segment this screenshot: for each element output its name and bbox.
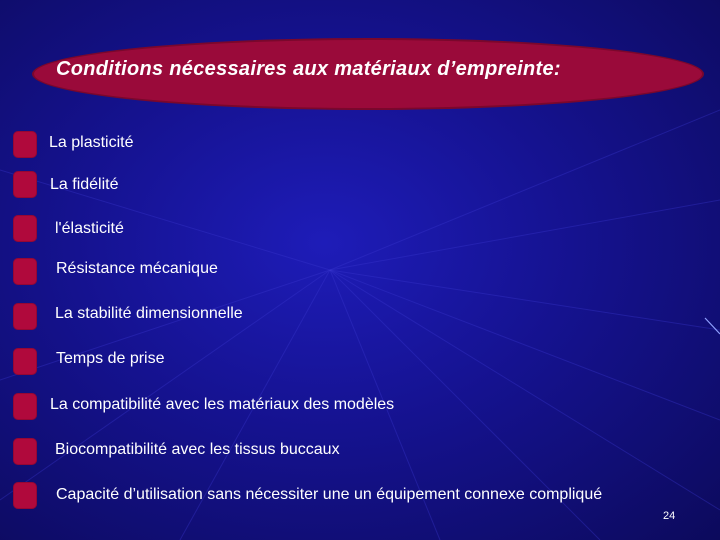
bullet-marker bbox=[13, 171, 37, 198]
page-number: 24 bbox=[663, 510, 676, 522]
list-item: Résistance mécanique bbox=[56, 260, 218, 277]
bullet-marker bbox=[13, 215, 37, 242]
list-item: La plasticité bbox=[49, 134, 134, 151]
bullet-marker bbox=[13, 438, 37, 465]
bullet-marker bbox=[13, 131, 37, 158]
list-item: l'élasticité bbox=[55, 220, 124, 237]
bullet-marker bbox=[13, 258, 37, 285]
list-item: Capacité d’utilisation sans nécessiter une un équipement connexe compliqué bbox=[56, 486, 603, 503]
list-item: Temps de prise bbox=[56, 350, 165, 367]
bullet-marker bbox=[13, 393, 37, 420]
list-item: Biocompatibilité avec les tissus buccaux bbox=[55, 441, 340, 458]
bullet-marker bbox=[13, 303, 37, 330]
list-item: La fidélité bbox=[50, 176, 119, 193]
bullet-marker bbox=[13, 348, 37, 375]
list-item: La compatibilité avec les matériaux des modèles bbox=[50, 396, 395, 413]
slide-title: Conditions nécessaires aux matériaux d’empreinte: bbox=[56, 58, 561, 80]
bullet-marker bbox=[13, 482, 37, 509]
list-item: La stabilité dimensionnelle bbox=[55, 305, 243, 322]
